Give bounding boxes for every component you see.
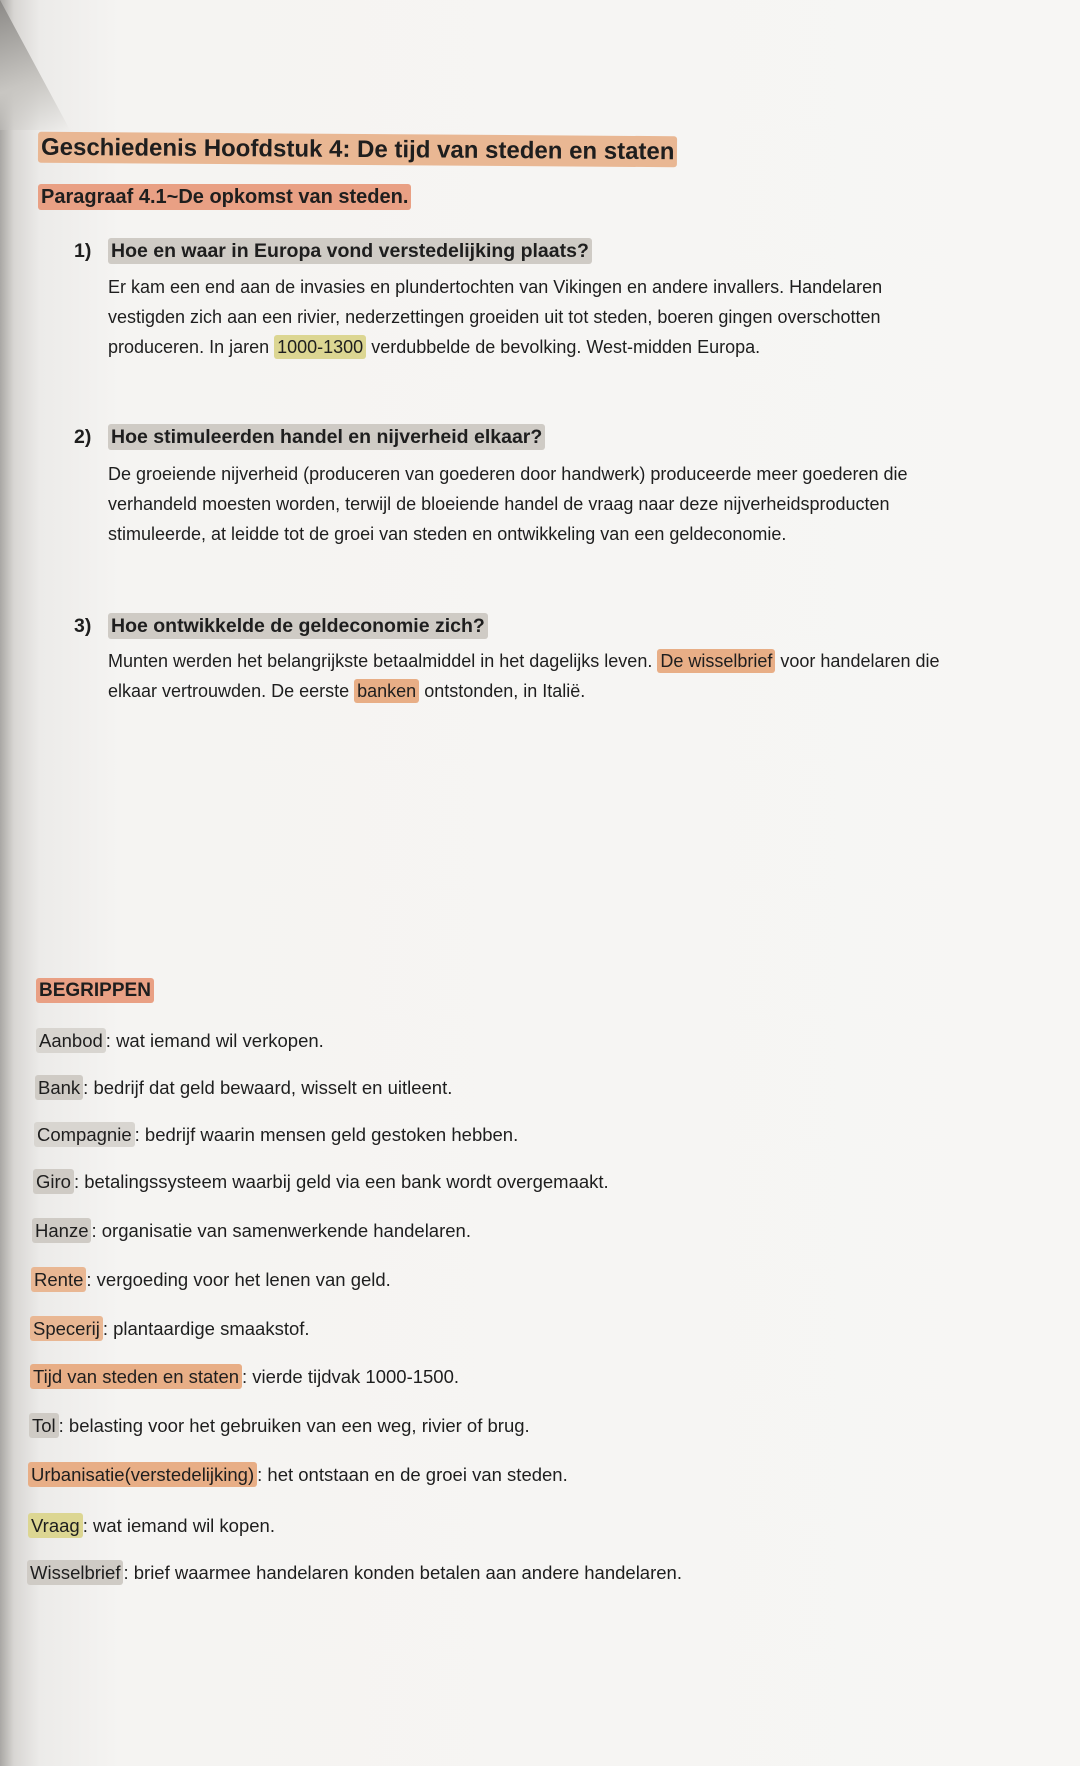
- page-fold-shadow: [0, 0, 70, 130]
- term-item: Tol : belasting voor het gebruiken van een weg, rivier of brug.: [29, 1415, 530, 1437]
- answer-1: Er kam een end aan de invasies en plundertochten van Vikingen en andere invallers. Handelaren vestigden zich aan een rivier, nederzettingen groeiden uit tot steden, boeren gingen overschotten produceren. In jaren 1000-1300 verdubbelde de bevolking. West-midden Europa.: [108, 277, 883, 357]
- question-3: 3) Hoe ontwikkelde de geldeconomie zich?: [74, 615, 488, 638]
- term-item: Tijd van steden en staten : vierde tijdvak 1000-1500.: [30, 1366, 459, 1388]
- answer-2: De groeiende nijverheid (produceren van goederen door handwerk) produceerde meer goederen die verhandeld moesten worden, terwijl de bloeiende handel de vraag naar deze nijverheidsproducten stimuleerde, at leidde tot de groei van steden en ontwikkeling van een geldeconomie.: [108, 464, 908, 544]
- terms-heading: BEGRIPPEN: [36, 980, 154, 1002]
- term-item: Giro : betalingssysteem waarbij geld via een bank wordt overgemaakt.: [33, 1171, 609, 1193]
- term-item: Rente : vergoeding voor het lenen van geld.: [31, 1269, 391, 1291]
- answer-3: Munten werden het belangrijkste betaalmiddel in het dagelijks leven. De wisselbrief voor handelaren die elkaar vertrouwden. De eerste banken ontstonden, in Italië.: [108, 651, 940, 701]
- term-item: Aanbod : wat iemand wil verkopen.: [36, 1030, 324, 1052]
- term-item: Specerij : plantaardige smaakstof.: [30, 1318, 310, 1340]
- term-item: Hanze : organisatie van samenwerkende handelaren.: [32, 1220, 471, 1242]
- term-item: Vraag : wat iemand wil kopen.: [28, 1515, 275, 1537]
- term-item: Wisselbrief : brief waarmee handelaren konden betalen aan andere handelaren.: [27, 1562, 682, 1584]
- document-title: Geschiedenis Hoofdstuk 4: De tijd van steden en staten: [38, 134, 678, 166]
- term-item: Bank : bedrijf dat geld bewaard, wisselt en uitleent.: [35, 1077, 452, 1099]
- term-item: Urbanisatie(verstedelijking) : het ontstaan en de groei van steden.: [28, 1464, 568, 1486]
- question-2: 2) Hoe stimuleerden handel en nijverheid elkaar?: [74, 426, 545, 449]
- question-1: 1) Hoe en waar in Europa vond verstedelijking plaats?: [74, 240, 592, 263]
- section-heading: Paragraaf 4.1~De opkomst van steden.: [38, 186, 411, 209]
- term-item: Compagnie : bedrijf waarin mensen geld gestoken hebben.: [34, 1124, 518, 1146]
